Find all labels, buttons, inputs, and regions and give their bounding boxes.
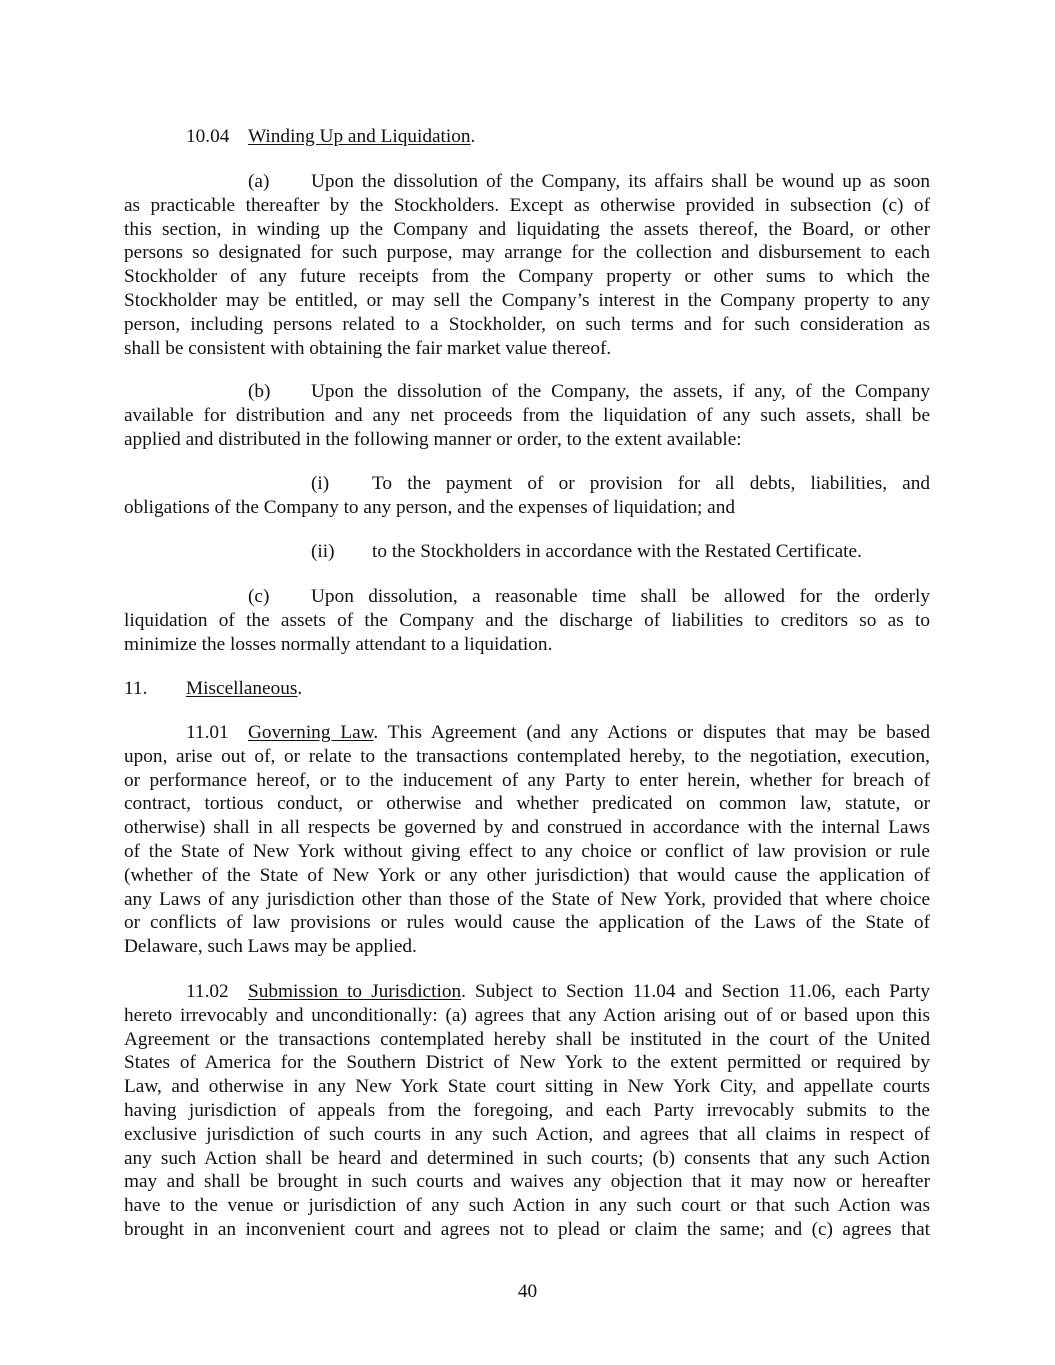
punctuation: . — [470, 126, 476, 147]
text-line: available for distribution and any net proceeds from the liquidation of any such assets, shall be — [124, 404, 930, 426]
section-11-01 — [124, 721, 930, 959]
text-line: upon, arise out of, or relate to the transactions contemplated hereby, to the negotiation, execution, — [124, 745, 930, 767]
text-line: hereto irrevocably and unconditionally: (a) agrees that any Action arising out of or based upon this — [124, 1004, 930, 1026]
text-line: or conflicts of law provisions or rules would cause the application of the Laws of the State of — [124, 912, 930, 934]
text-line: States of America for the Southern District of New York to the extent permitted or required by — [124, 1052, 930, 1074]
text-line: exclusive jurisdiction of such courts in any such Action, and agrees that all claims in respect of — [124, 1123, 930, 1145]
text-line: Law, and otherwise in any New York State court sitting in New York City, and appellate courts — [124, 1076, 930, 1098]
section-number: 11.01 — [186, 722, 229, 743]
paragraph-text: Upon dissolution, a reasonable time shall be allowed for the orderly — [311, 586, 930, 607]
section-number: 10.04 — [186, 126, 230, 147]
text-line: any Laws of any jurisdiction other than those of the State of New York, provided that where choice — [124, 888, 930, 910]
text-line: have to the venue or jurisdiction of any such Action in any such court or that such Action was — [124, 1195, 930, 1217]
paragraph-b — [124, 380, 930, 451]
paragraph-text: Upon the dissolution of the Company, its affairs shall be wound up as soon — [311, 171, 930, 192]
section-title: Governing Law — [248, 722, 374, 743]
text-line: any such Action shall be heard and determined in such courts; (b) consents that any such Action — [124, 1147, 930, 1169]
text-line: person, including persons related to a Stockholder, on such terms and for such consideration as — [124, 313, 930, 335]
text-line: Stockholder of any future receipts from the Company property or other sums to which the — [124, 266, 930, 288]
text-line: brought in an inconvenient court and agrees not to plead or claim the same; and (c) agrees that — [124, 1218, 930, 1240]
text-line: minimize the losses normally attendant to a liquidation. — [124, 633, 553, 655]
text-line: this section, in winding up the Company and liquidating the assets thereof, the Board, or other — [124, 218, 930, 240]
text-line: persons so designated for such purpose, may arrange for the collection and disbursement to each — [124, 242, 930, 264]
paragraph-ii — [124, 540, 930, 564]
paragraph-label: (b) — [248, 381, 271, 402]
paragraph-a — [124, 170, 930, 360]
paragraph-c — [124, 585, 930, 656]
paragraph-text: Upon the dissolution of the Company, the assets, if any, of the Company — [311, 381, 930, 402]
text-line: as practicable thereafter by the Stockholders. Except as otherwise provided in subsection (c) of — [124, 194, 930, 216]
text-line: contract, tortious conduct, or otherwise and whether predicated on common law, statute, or — [124, 793, 930, 815]
text-line: of the State of New York without giving effect to any choice or conflict of law provision or rule — [124, 840, 930, 862]
paragraph-text: . Subject to Section 11.04 and Section 11.06, each Party — [461, 981, 930, 1002]
section-title: Winding Up and Liquidation — [248, 126, 471, 147]
section-11-02 — [124, 980, 930, 1242]
section-title: Submission to Jurisdiction — [248, 981, 462, 1002]
paragraph-label: (ii) — [311, 541, 335, 562]
text-line: may and shall be brought in such courts and waives any objection that it may now or hereafter — [124, 1171, 930, 1193]
paragraph-label: (a) — [248, 171, 270, 192]
text-line: (whether of the State of New York or any other jurisdiction) that would cause the application of — [124, 864, 930, 886]
section-10-04-heading — [124, 125, 930, 149]
text-line: having jurisdiction of appeals from the foregoing, and each Party irrevocably submits to the — [124, 1099, 930, 1121]
section-number: 11.02 — [186, 981, 229, 1002]
section-11-heading — [124, 677, 930, 701]
paragraph-i — [124, 472, 930, 520]
text-line: shall be consistent with obtaining the fair market value thereof. — [124, 337, 612, 359]
text-line: or performance hereof, or to the inducement of any Party to enter herein, whether for breach of — [124, 769, 930, 791]
paragraph-label: (c) — [248, 586, 270, 607]
text-line: applied and distributed in the following manner or order, to the extent available: — [124, 428, 742, 450]
text-line: Agreement or the transactions contemplated hereby shall be instituted in the court of the United — [124, 1028, 930, 1050]
section-title: Miscellaneous — [186, 678, 298, 699]
punctuation: . — [297, 678, 303, 699]
paragraph-text: To the payment of or provision for all debts, liabilities, and — [372, 473, 930, 494]
paragraph-label: (i) — [311, 473, 330, 494]
text-line: otherwise) shall in all respects be governed by and construed in accordance with the internal Laws — [124, 817, 930, 839]
text-line: Delaware, such Laws may be applied. — [124, 936, 417, 958]
text-line: obligations of the Company to any person, and the expenses of liquidation; and — [124, 496, 735, 518]
section-number: 11. — [124, 678, 148, 699]
text-line: Stockholder may be entitled, or may sell the Company’s interest in the Company property to any — [124, 289, 930, 311]
paragraph-text: to the Stockholders in accordance with the Restated Certificate. — [372, 541, 862, 562]
text-line: liquidation of the assets of the Company and the discharge of liabilities to creditors so as to — [124, 609, 930, 631]
paragraph-text: . This Agreement (and any Actions or disputes that may be based — [373, 722, 930, 743]
page-number: 40 — [517, 1281, 538, 1302]
